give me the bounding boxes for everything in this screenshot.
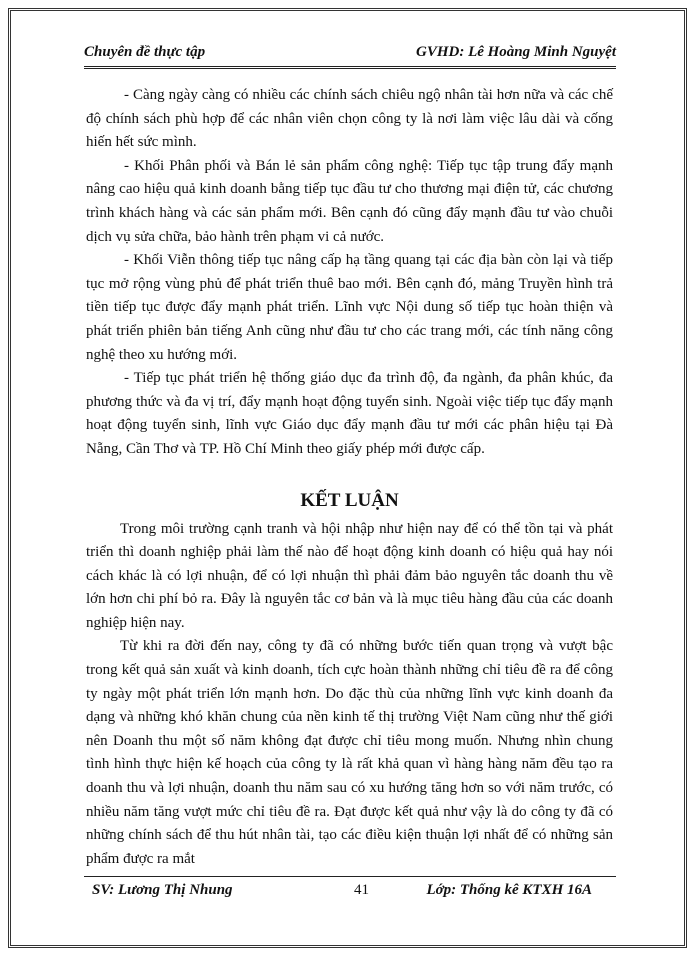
paragraph-distribution-retail: - Khối Phân phối và Bán lẻ sản phẩm công nghệ: Tiếp tục tập trung đẩy mạnh nâng cao hiệu quả kinh doanh bằng tiếp tục đầu tư cho thương mại điện tử, các chương trình khách hàng và các sản phẩm mới. Bên cạnh đó cũng đẩy mạnh đầu tư vào chuỗi dịch vụ sửa chữa, bảo hành trên phạm vi cả nước. [86, 157, 613, 245]
header-divider [84, 66, 616, 69]
paragraph-telecom: - Khối Viễn thông tiếp tục nâng cấp hạ tầng quang tại các địa bàn còn lại và tiếp tục mở rộng vùng phủ để phát triển thuê bao mới. Bên cạnh đó, mảng Truyền hình trả tiền tiếp tục được đẩy mạnh phát triển. Lĩnh vực Nội dung số tiếp tục hoàn thiện và phát triển phiên bản tiếng Anh cũng như đầu tư cho các trang mới, các tính năng công nghệ theo xu hướng mới. [86, 252, 613, 363]
page-header [84, 40, 616, 64]
paragraph-conclusion-1: Trong môi trường cạnh tranh và hội nhập như hiện nay để có thể tồn tại và phát triển thì doanh nghiệp phải làm thế nào để hoạt động kinh doanh có hiệu quả hay nói cách khác là có lợi nhuận, để có lợi nhuận thì phải đảm bảo nguyên tắc doanh thu về lớn hơn chi phí bỏ ra. Đây là nguyên tắc cơ bản và là mục tiêu hàng đầu của các doanh nghiệp hiện nay. [86, 520, 613, 631]
footer-class: Lớp: Thống kê KTXH 16A [426, 882, 592, 898]
footer-student: SV: Lương Thị Nhung [92, 882, 233, 898]
header-supervisor: GVHD: Lê Hoàng Minh Nguyệt [415, 44, 616, 60]
paragraph-conclusion-2: Từ khi ra đời đến nay, công ty đã có những bước tiến quan trọng và vượt bậc trong kết quả sản xuất và kinh doanh, tích cực hoàn thành những chỉ tiêu đề ra để công ty ngày một phát triển lớn mạnh hơn. Do đặc thù của những lĩnh vực kinh doanh đa dạng và những khó khăn chung của nền kinh tế thị trường Việt Nam cũng như thế giới nên Doanh thu một số năm không đạt được chỉ tiêu mong muốn. Nhưng nhìn chung tình hình thực hiện kế hoạch của công ty là rất khả quan vì hàng hàng năm đều tạo ra doanh thu và lợi nhuận, doanh thu năm sau có xu hướng tăng hơn so với năm trước, có nhiều năm tăng vượt mức chỉ tiêu đề ra. Đạt được kết quả như vậy là do công ty đã có những chính sách để thu hút nhân tài, tạo các điều kiện thuận lợi nhất để có những sản phẩm được ra mắt [86, 638, 613, 867]
page-number: 41 [354, 882, 369, 898]
header-document-title: Chuyên đề thực tập [84, 44, 206, 60]
section-heading-conclusion: KẾT LUẬN [300, 489, 399, 511]
footer-divider [84, 876, 616, 877]
document-body [86, 84, 613, 871]
paragraph-talent-policy: - Càng ngày càng có nhiều các chính sách chiêu ngộ nhân tài hơn nữa và các chế độ chính sách phù hợp để các nhân viên chọn công ty là nơi làm việc lâu dài và cống hiến hết sức mình. [86, 87, 613, 151]
page-footer [84, 882, 616, 904]
paragraph-education: - Tiếp tục phát triển hệ thống giáo dục đa trình độ, đa ngành, đa phân khúc, đa phương thức và đa vị trí, đẩy mạnh hoạt động tuyển sinh. Ngoài việc tiếp tục đẩy mạnh hoạt động tuyển sinh, lĩnh vực Giáo dục đẩy mạnh đầu tư mới các phân hiệu tại Đà Nẵng, Cần Thơ và TP. Hồ Chí Minh theo giấy phép mới được cấp. [86, 370, 613, 457]
